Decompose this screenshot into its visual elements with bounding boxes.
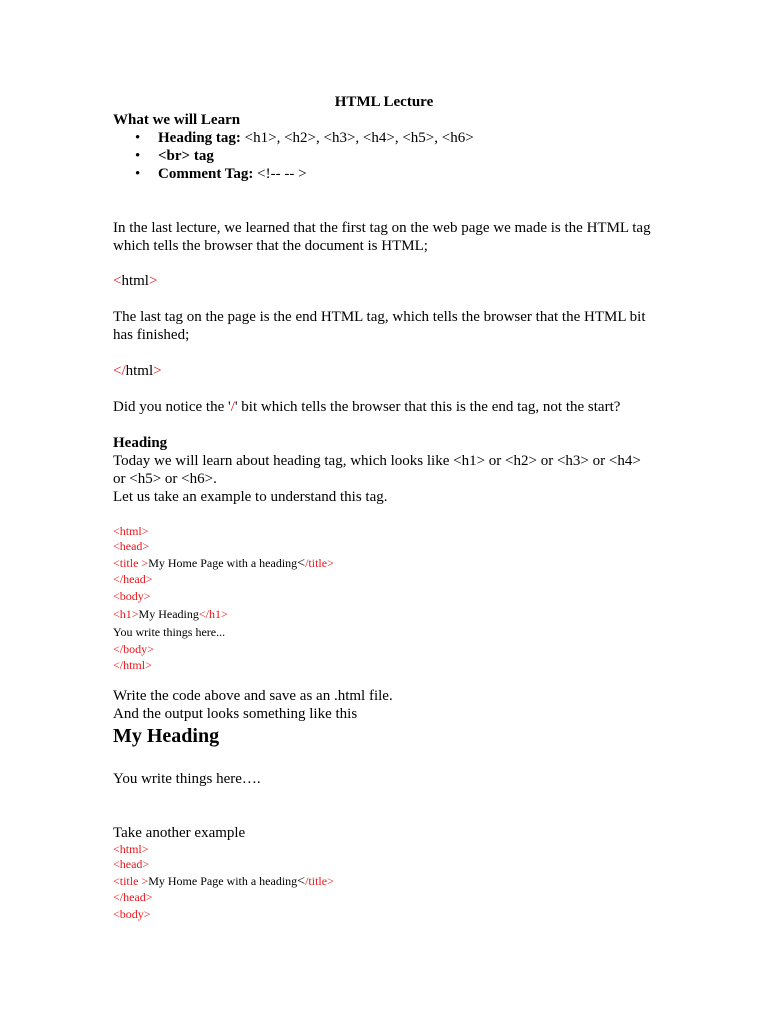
code-line: <html>: [113, 524, 149, 538]
code-tag: <h1>: [113, 607, 139, 621]
notice-text: ' bit which tells the browser that this is the end tag, not the start?: [234, 399, 621, 415]
tag-bracket: <: [113, 273, 122, 289]
code-line: You write things here...: [113, 625, 226, 639]
output-text-sample: You write things here….: [113, 771, 261, 787]
code-line: <html>: [113, 842, 149, 856]
bullet-label: Heading tag:: [158, 130, 241, 146]
bullet-item-br-tag: [158, 149, 214, 164]
document-title: HTML Lecture: [334, 94, 434, 110]
end-tag-paragraph-line: The last tag on the page is the end HTML tag, which tells the browser that the HTML bit: [113, 309, 646, 325]
code-line: <head>: [113, 539, 150, 553]
heading-section-title: Heading: [113, 435, 168, 451]
code-line: <head>: [113, 857, 150, 871]
heading-paragraph-line: Let us take an example to understand this tag.: [113, 489, 388, 505]
code-line: </head>: [113, 572, 153, 586]
write-code-instruction: Write the code above and save as an .html file.: [113, 688, 393, 704]
code-line: [113, 608, 228, 620]
code-tag: /title>: [305, 874, 334, 888]
code-text: My Heading: [138, 607, 199, 621]
output-intro: And the output looks something like this: [113, 706, 358, 722]
bullet-text: <!-- -- >: [253, 166, 307, 182]
intro-paragraph-line: which tells the browser that the document is HTML;: [113, 238, 428, 254]
code-bracket: <: [297, 874, 306, 889]
code-tag: </h1>: [198, 607, 228, 621]
code-text: My Home Page with a heading: [148, 874, 298, 888]
code-bracket: <: [297, 556, 306, 571]
bullet-item-heading-tag: [158, 131, 474, 146]
html-open-tag: [113, 274, 157, 289]
code-line: <body>: [113, 589, 151, 603]
code-line: </html>: [113, 658, 152, 672]
code-line: </body>: [113, 642, 154, 656]
another-example-label: Take another example: [113, 825, 246, 841]
heading-paragraph-line: Today we will learn about heading tag, which looks like <h1> or <h2> or <h3> or <h4>: [113, 453, 641, 469]
bullet-glyph: •: [135, 130, 141, 146]
code-line: [113, 557, 334, 571]
code-tag: <title >: [113, 874, 149, 888]
code-tag: <title >: [113, 556, 149, 570]
tag-bracket: >: [148, 273, 158, 289]
bullet-item-comment-tag: [158, 167, 307, 182]
tag-name: html: [121, 273, 149, 289]
bullet-text: <h1>, <h2>, <h3>, <h4>, <h5>, <h6>: [240, 130, 474, 146]
bullet-glyph: •: [135, 148, 141, 164]
learn-heading: What we will Learn: [113, 112, 241, 128]
code-line: [113, 875, 334, 889]
output-heading-sample: My Heading: [113, 725, 220, 747]
bullet-label: <br> tag: [158, 148, 214, 164]
code-tag: /title>: [305, 556, 334, 570]
bullet-glyph: •: [135, 166, 141, 182]
notice-paragraph: [113, 400, 620, 415]
intro-paragraph-line: In the last lecture, we learned that the first tag on the web page we made is the HTML tag: [113, 220, 651, 236]
tag-bracket: >: [153, 363, 162, 379]
tag-name: html: [125, 363, 154, 379]
tag-bracket: </: [113, 363, 126, 379]
bullet-label: Comment Tag:: [158, 166, 254, 182]
heading-paragraph-line: or <h5> or <h6>.: [113, 471, 217, 487]
end-tag-paragraph-line: has finished;: [113, 327, 190, 343]
code-text: My Home Page with a heading: [148, 556, 298, 570]
code-line: <body>: [113, 907, 151, 921]
html-close-tag: [113, 364, 162, 379]
notice-text: Did you notice the ': [113, 399, 231, 415]
slash-highlight: /: [230, 399, 235, 415]
code-line: </head>: [113, 890, 153, 904]
